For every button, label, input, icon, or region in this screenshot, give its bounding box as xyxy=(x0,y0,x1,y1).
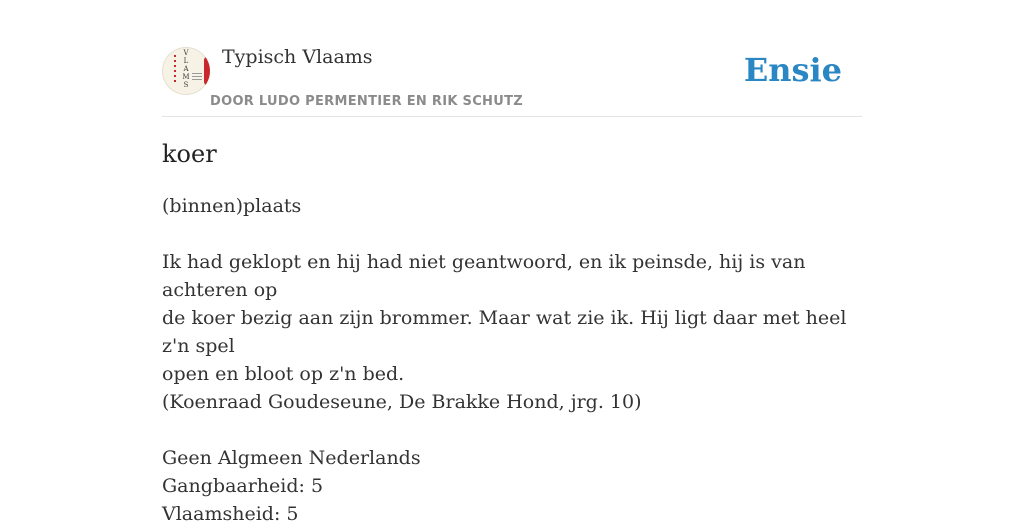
page-container xyxy=(162,0,862,525)
example-line: de koer bezig aan zijn brommer. Maar wat zie ik. Hij ligt daar met heel z'n spel xyxy=(162,307,847,357)
entry-content xyxy=(162,192,862,528)
logo-stripe xyxy=(204,57,210,85)
header xyxy=(162,0,862,117)
meta-line: Gangbaarheid: 5 xyxy=(162,475,324,497)
meta-line: Vlaamsheid: 5 xyxy=(162,503,299,525)
site-title[interactable]: Typisch Vlaams xyxy=(222,46,373,68)
example-source: (Koenraad Goudeseune, De Brakke Hond, jrg. 10) xyxy=(162,391,642,413)
brand-logo[interactable]: Ensie xyxy=(743,51,842,89)
entry-term: koer xyxy=(162,140,217,168)
logo-lettering: V L A M S xyxy=(182,49,190,89)
book-cover-logo-icon[interactable] xyxy=(162,47,210,95)
entry-definition: (binnen)plaats xyxy=(162,195,302,217)
byline: DOOR LUDO PERMENTIER EN RIK SCHUTZ xyxy=(210,94,523,109)
logo-lines xyxy=(192,73,202,81)
example-line: open en bloot op z'n bed. xyxy=(162,363,405,385)
logo-dots xyxy=(174,55,176,85)
example-line: Ik had geklopt en hij had niet geantwoord, en ik peinsde, hij is van achteren op xyxy=(162,251,806,301)
meta-line: Geen Algmeen Nederlands xyxy=(162,447,421,469)
